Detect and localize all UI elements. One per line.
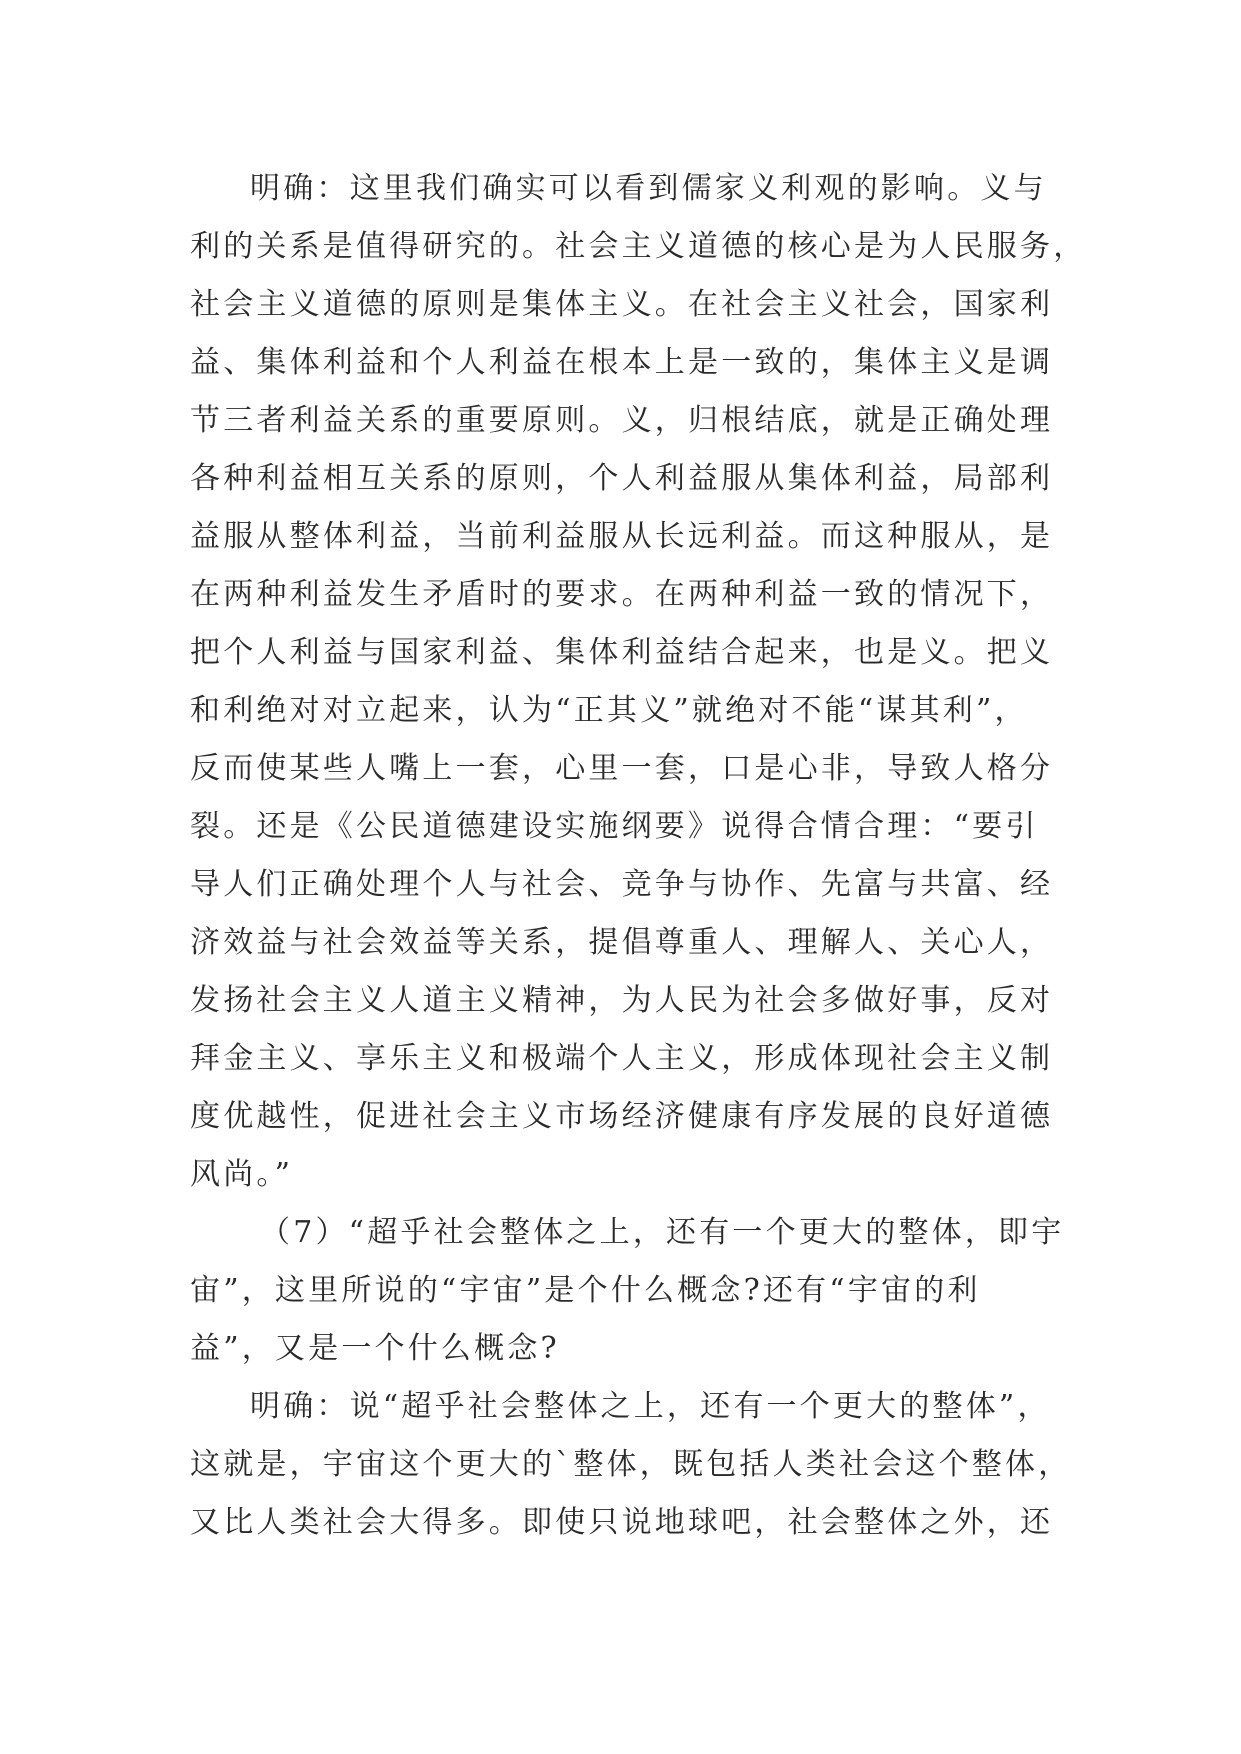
paragraph-line: 又比人类社会大得多。即使只说地球吧，社会整体之外，还 xyxy=(190,1505,1054,1540)
paragraph-line: 度优越性，促进社会主义市场经济健康有序发展的良好道德 xyxy=(190,1099,1054,1134)
paragraph-line: 益、集体利益和个人利益在根本上是一致的，集体主义是调 xyxy=(190,345,1054,380)
paragraph-line: 节三者利益关系的重要原则。义，归根结底，就是正确处理 xyxy=(190,403,1054,438)
paragraph-line: 明确：这里我们确实可以看到儒家义利观的影响。义与 xyxy=(250,171,1047,206)
paragraph-line: 导人们正确处理个人与社会、竞争与协作、先富与共富、经 xyxy=(190,867,1054,902)
paragraph-line: 利的关系是值得研究的。社会主义道德的核心是为人民服务， xyxy=(190,229,1087,264)
paragraph-line: 各种利益相互关系的原则，个人利益服从集体利益，局部利 xyxy=(190,461,1054,496)
paragraph-line: 拜金主义、享乐主义和极端个人主义，形成体现社会主义制 xyxy=(190,1041,1054,1076)
body-text xyxy=(190,160,1087,1552)
paragraph-line: 在两种利益发生矛盾时的要求。在两种利益一致的情况下， xyxy=(190,577,1054,612)
paragraph-line: 益服从整体利益，当前利益服从长远利益。而这种服从，是 xyxy=(190,519,1054,554)
question-line: 宙”，这里所说的“宇宙”是个什么概念?还有“宇宙的利 xyxy=(190,1273,981,1308)
paragraph-line: 风尚。” xyxy=(190,1157,294,1192)
paragraph-line: 裂。还是《公民道德建设实施纲要》说得合情合理：“要引 xyxy=(190,809,1039,844)
paragraph-line: 社会主义道德的原则是集体主义。在社会主义社会，国家利 xyxy=(190,287,1054,322)
paragraph-line: 明确：说“超乎社会整体之上，还有一个更大的整体”， xyxy=(250,1389,1051,1424)
paragraph-line: 这就是，宇宙这个更大的`整体，既包括人类社会这个整体， xyxy=(190,1447,1072,1482)
paragraph-line: 反而使某些人嘴上一套，心里一套，口是心非，导致人格分 xyxy=(190,751,1054,786)
question-line: 益”，又是一个什么概念? xyxy=(190,1331,560,1366)
paragraph-line: 把个人利益与国家利益、集体利益结合起来，也是义。把义 xyxy=(190,635,1054,670)
paragraph-line: 发扬社会主义人道主义精神，为人民为社会多做好事，反对 xyxy=(190,983,1054,1018)
paragraph-line: 济效益与社会效益等关系，提倡尊重人、理解人、关心人， xyxy=(190,925,1054,960)
paragraph-line: 和利绝对对立起来，认为“正其义”就绝对不能“谋其利”， xyxy=(190,693,1028,728)
question-line: （7）“超乎社会整体之上，还有一个更大的整体，即宇 xyxy=(260,1215,1065,1250)
